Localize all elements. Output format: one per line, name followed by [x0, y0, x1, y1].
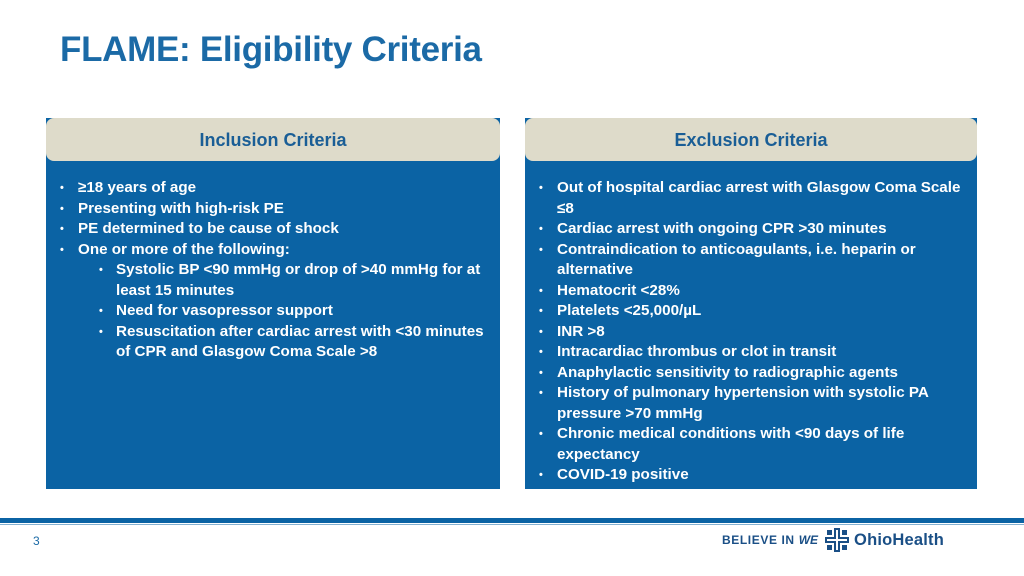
inclusion-panel — [46, 118, 500, 489]
inclusion-item — [58, 219, 488, 240]
exclusion-item: • Out of hospital cardiac arrest with Glasgow Coma Scale ≤8 — [537, 178, 965, 219]
inclusion-item-text: Presenting with high-risk PE — [78, 199, 284, 217]
exclusion-item: • Cardiac arrest with ongoing CPR >30 minutes — [537, 219, 965, 240]
inclusion-item — [58, 199, 488, 220]
exclusion-item: • Contraindication to anticoagulants, i.e. heparin or alternative — [537, 240, 965, 281]
exclusion-list — [537, 178, 965, 486]
inclusion-subitem: • Systolic BP <90 mmHg or drop of >40 mmHg for at least 15 minutes — [58, 260, 488, 301]
inclusion-item-text: One or more of the following: — [78, 240, 290, 258]
exclusion-item: • COVID-19 positive — [537, 465, 965, 486]
inclusion-item — [58, 240, 488, 261]
exclusion-panel — [525, 118, 977, 489]
exclusion-item: • Platelets <25,000/µL — [537, 301, 965, 322]
exclusion-item: • INR >8 — [537, 322, 965, 343]
inclusion-list — [58, 178, 488, 363]
footer-divider-thin — [0, 524, 1024, 525]
brand-tagline: BELIEVE IN — [722, 533, 795, 547]
ohiohealth-logo-icon — [824, 528, 850, 552]
exclusion-item: • Chronic medical conditions with <90 days of life expectancy — [537, 424, 965, 465]
exclusion-item: • Anaphylactic sensitivity to radiographic agents — [537, 363, 965, 384]
brand-name: OhioHealth — [854, 530, 945, 549]
inclusion-body — [46, 161, 500, 363]
exclusion-item: • Hematocrit <28% — [537, 281, 965, 302]
exclusion-item: • History of pulmonary hypertension with systolic PA pressure >70 mmHg — [537, 383, 965, 424]
inclusion-item — [58, 178, 488, 199]
exclusion-item: • Intracardiac thrombus or clot in transit — [537, 342, 965, 363]
brand-tagline-we: WE — [798, 533, 819, 547]
inclusion-subitem: • Need for vasopressor support — [58, 301, 488, 322]
footer-divider — [0, 518, 1024, 523]
inclusion-item-text: ≥18 years of age — [78, 179, 197, 196]
inclusion-subitem: • Resuscitation after cardiac arrest with <30 minutes of CPR and Glasgow Coma Scale >8 — [58, 322, 488, 363]
inclusion-header: Inclusion Criteria — [46, 118, 500, 161]
brand-footer — [722, 528, 944, 552]
inclusion-item-text: PE determined to be cause of shock — [78, 220, 339, 237]
exclusion-header: Exclusion Criteria — [525, 118, 977, 161]
slide-title: FLAME: Eligibility Criteria — [60, 30, 482, 69]
page-number: 3 — [33, 534, 40, 548]
exclusion-body — [525, 161, 977, 486]
